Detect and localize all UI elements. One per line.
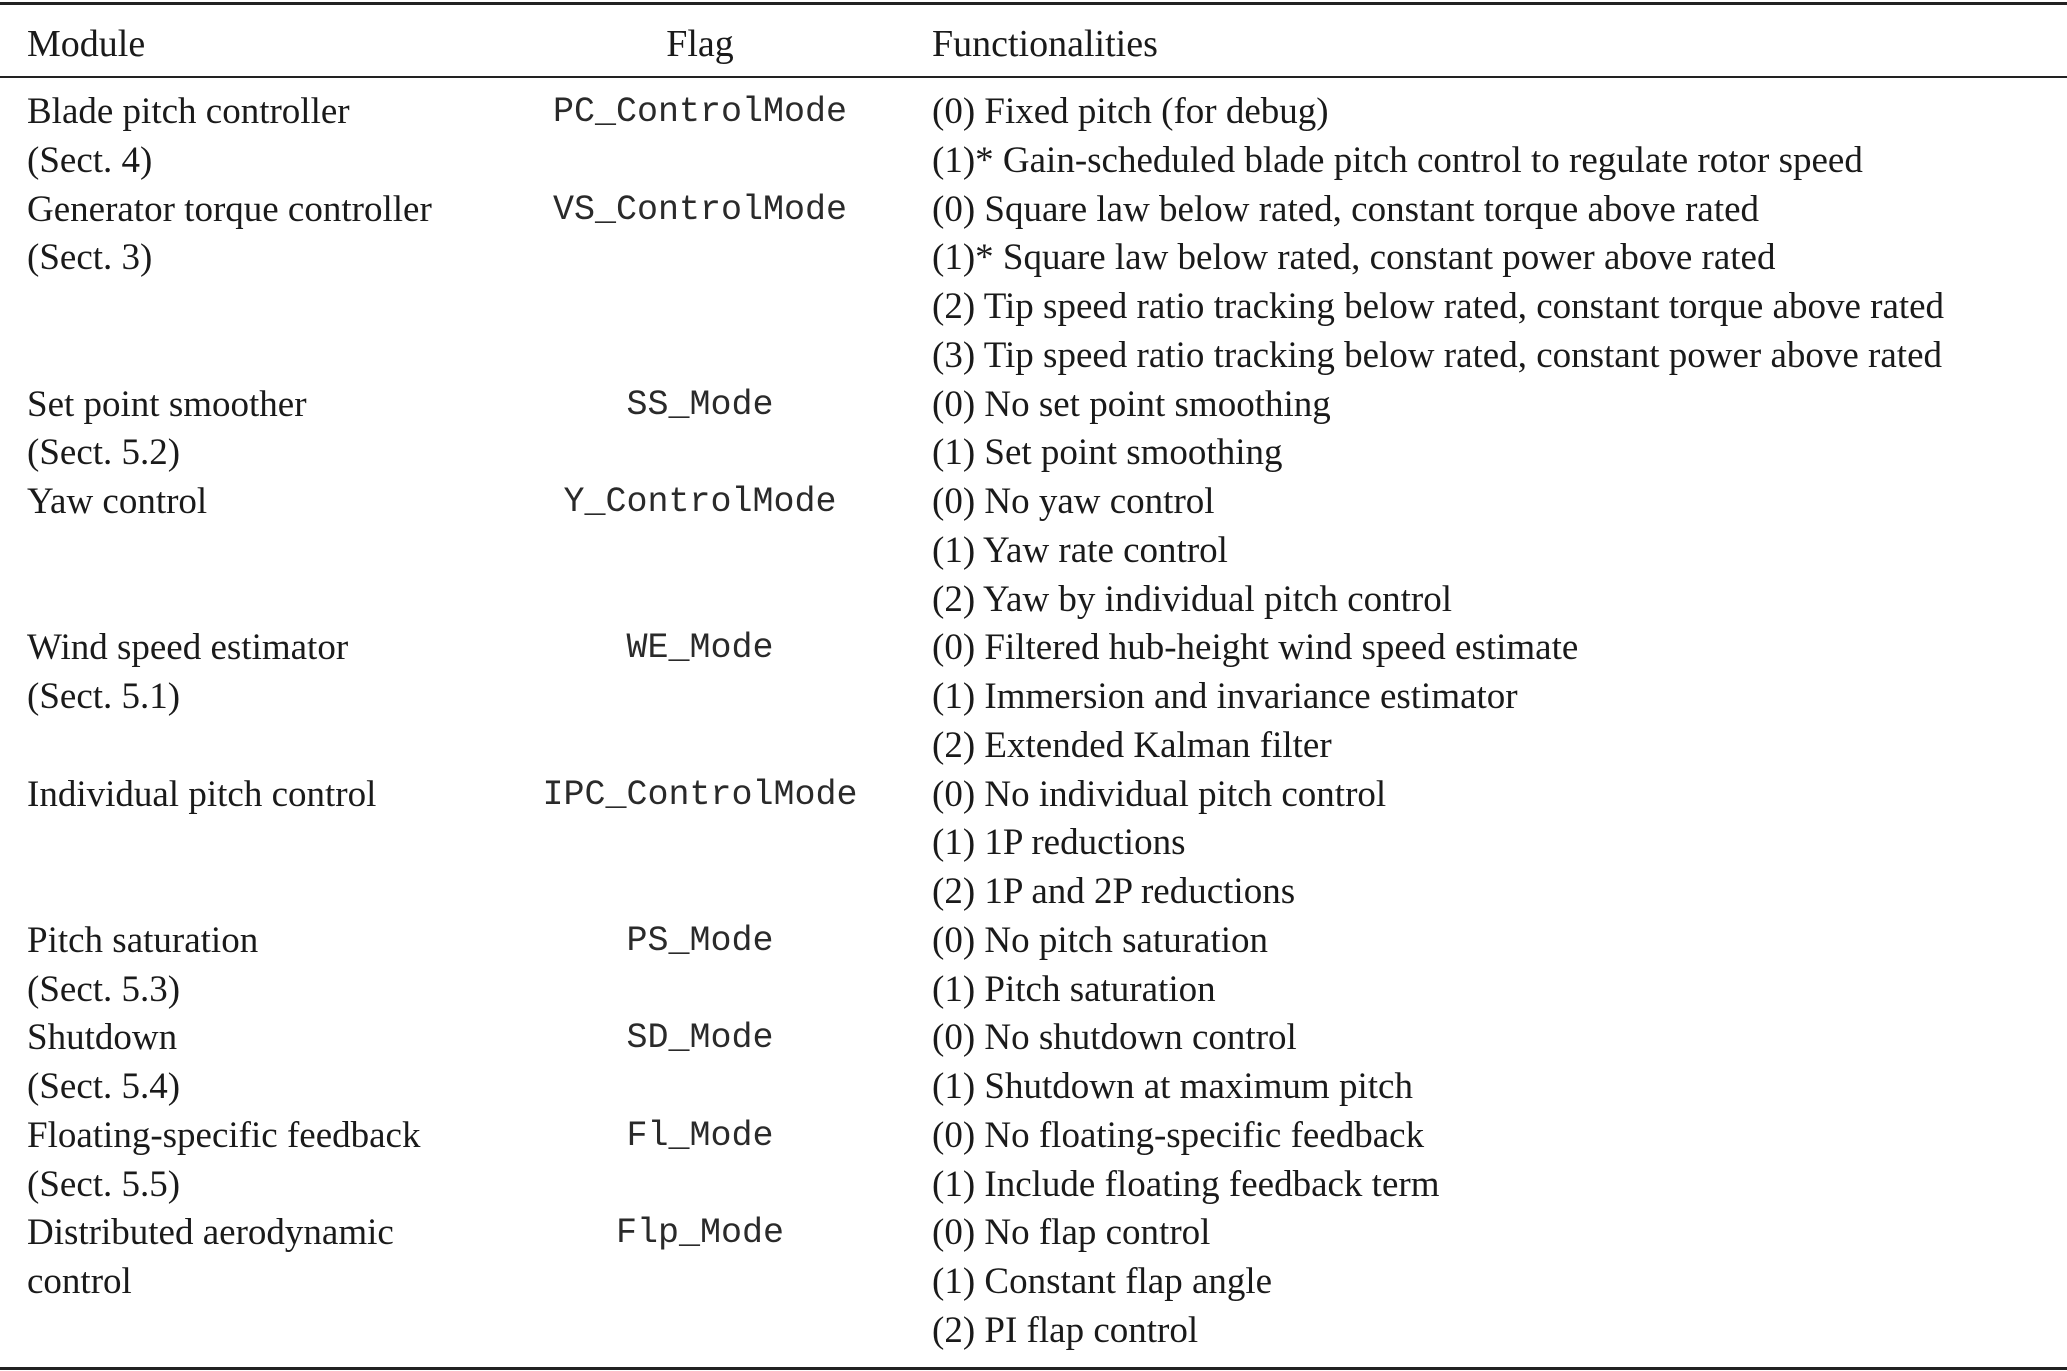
table-row-line	[0, 332, 2067, 381]
flag-code: Flp_Mode	[615, 1213, 785, 1254]
table-row-line	[0, 283, 2067, 332]
flag-code: WE_Mode	[626, 628, 774, 669]
module-name: Blade pitch controller	[27, 91, 350, 132]
functionality-option: (2) Extended Kalman filter	[932, 724, 1332, 766]
module-section-ref: (Sect. 3)	[27, 237, 153, 279]
flag-code: SS_Mode	[626, 384, 774, 425]
table-row-line	[0, 1209, 2067, 1258]
table-row	[0, 478, 2067, 624]
bottom-rule	[0, 1367, 2067, 1370]
table-row-line	[0, 966, 2067, 1015]
functionality-option: (0) Fixed pitch (for debug)	[932, 91, 1329, 132]
table-header	[0, 10, 2067, 74]
table-row	[0, 1209, 2067, 1355]
functionality-option: (1) Immersion and invariance estimator	[932, 676, 1518, 717]
table-row	[0, 917, 2067, 1015]
header-rule	[0, 76, 2067, 78]
module-name: Wind speed estimator	[27, 627, 349, 669]
functionality-option: (2) PI flap control	[932, 1309, 1199, 1351]
functionality-option: (1) Constant flap angle	[932, 1261, 1273, 1302]
table-row-line	[0, 1258, 2067, 1307]
table-row	[0, 1014, 2067, 1112]
functionality-option: (0) No set point smoothing	[932, 383, 1331, 425]
functionality-option: (0) No shutdown control	[932, 1017, 1297, 1059]
table-row	[0, 381, 2067, 479]
table-row-line	[0, 186, 2067, 235]
table-row-line	[0, 527, 2067, 576]
flag-code: PS_Mode	[626, 920, 774, 961]
table-row-line	[0, 381, 2067, 430]
table-row-line	[0, 771, 2067, 820]
table-row-line	[0, 1014, 2067, 1063]
module-name: Pitch saturation	[27, 919, 259, 961]
functionality-option: (1) Include floating feedback term	[932, 1163, 1440, 1205]
table-row	[0, 771, 2067, 917]
module-name: Generator torque controller	[27, 188, 432, 230]
top-rule	[0, 2, 2067, 5]
module-name: Set point smoother	[27, 383, 307, 425]
module-name: Shutdown	[27, 1017, 178, 1059]
module-section-ref: control	[27, 1261, 132, 1302]
flag-code: Y_ControlMode	[563, 482, 837, 522]
flag-code: VS_ControlMode	[552, 189, 848, 230]
module-section-ref: (Sect. 4)	[27, 139, 153, 181]
table-body	[0, 88, 2067, 1356]
flag-code: Fl_Mode	[626, 1115, 774, 1156]
functionality-option: (0) No flap control	[932, 1212, 1211, 1254]
table-row-line	[0, 234, 2067, 283]
functionality-option: (0) No floating-specific feedback	[932, 1114, 1425, 1156]
functionality-option: (1) Set point smoothing	[932, 432, 1283, 474]
table-row-line	[0, 88, 2067, 137]
module-section-ref: (Sect. 5.5)	[27, 1163, 181, 1205]
flag-code: PC_ControlMode	[552, 92, 848, 132]
functionality-option: (1)* Gain-scheduled blade pitch control to regulate rotor speed	[932, 139, 1863, 181]
functionality-option: (1) Yaw rate control	[932, 529, 1228, 571]
table-row-line	[0, 1161, 2067, 1210]
functionality-option: (1) Shutdown at maximum pitch	[932, 1066, 1413, 1107]
header-module: Module	[27, 23, 146, 65]
table-row-line	[0, 576, 2067, 625]
table-row-line	[0, 1307, 2067, 1356]
table-row-line	[0, 673, 2067, 722]
table-row-line	[0, 819, 2067, 868]
table-row-line	[0, 722, 2067, 771]
table-row-line	[0, 868, 2067, 917]
table-row-line	[0, 137, 2067, 186]
functionality-option: (1) 1P reductions	[932, 822, 1186, 864]
header-flag: Flag	[666, 23, 734, 65]
functionality-option: (1)* Square law below rated, constant power above rated	[932, 237, 1776, 279]
header-functionalities: Functionalities	[932, 23, 1158, 65]
table-row	[0, 88, 2067, 186]
module-section-ref: (Sect. 5.4)	[27, 1066, 181, 1107]
functionality-option: (0) No individual pitch control	[932, 773, 1387, 815]
functionality-option: (0) No yaw control	[932, 481, 1215, 522]
table-row-line	[0, 429, 2067, 478]
module-name: Floating-specific feedback	[27, 1114, 421, 1156]
table-row-line	[0, 624, 2067, 673]
table-row-line	[0, 478, 2067, 527]
table-row	[0, 624, 2067, 770]
flag-code: SD_Mode	[626, 1018, 774, 1059]
functionality-option: (2) 1P and 2P reductions	[932, 871, 1296, 912]
functionality-option: (0) Filtered hub-height wind speed estimate	[932, 627, 1579, 669]
functionality-option: (0) Square law below rated, constant torque above rated	[932, 188, 1760, 230]
table-row-line	[0, 1112, 2067, 1161]
table-row-line	[0, 917, 2067, 966]
functionality-option: (2) Yaw by individual pitch control	[932, 578, 1453, 620]
module-section-ref: (Sect. 5.1)	[27, 676, 181, 717]
functionality-option: (0) No pitch saturation	[932, 919, 1268, 961]
functionality-option: (1) Pitch saturation	[932, 968, 1216, 1010]
module-name: Individual pitch control	[27, 773, 377, 815]
functionality-option: (3) Tip speed ratio tracking below rated, constant power above rated	[932, 334, 1943, 376]
table-row	[0, 1112, 2067, 1210]
module-section-ref: (Sect. 5.3)	[27, 968, 181, 1010]
functionality-option: (2) Tip speed ratio tracking below rated, constant torque above rated	[932, 286, 1945, 327]
module-section-ref: (Sect. 5.2)	[27, 432, 181, 474]
flag-code: IPC_ControlMode	[542, 774, 858, 815]
module-name: Distributed aerodynamic	[27, 1212, 394, 1254]
module-name: Yaw control	[27, 481, 208, 522]
table-row-line	[0, 1063, 2067, 1112]
table-row	[0, 186, 2067, 381]
